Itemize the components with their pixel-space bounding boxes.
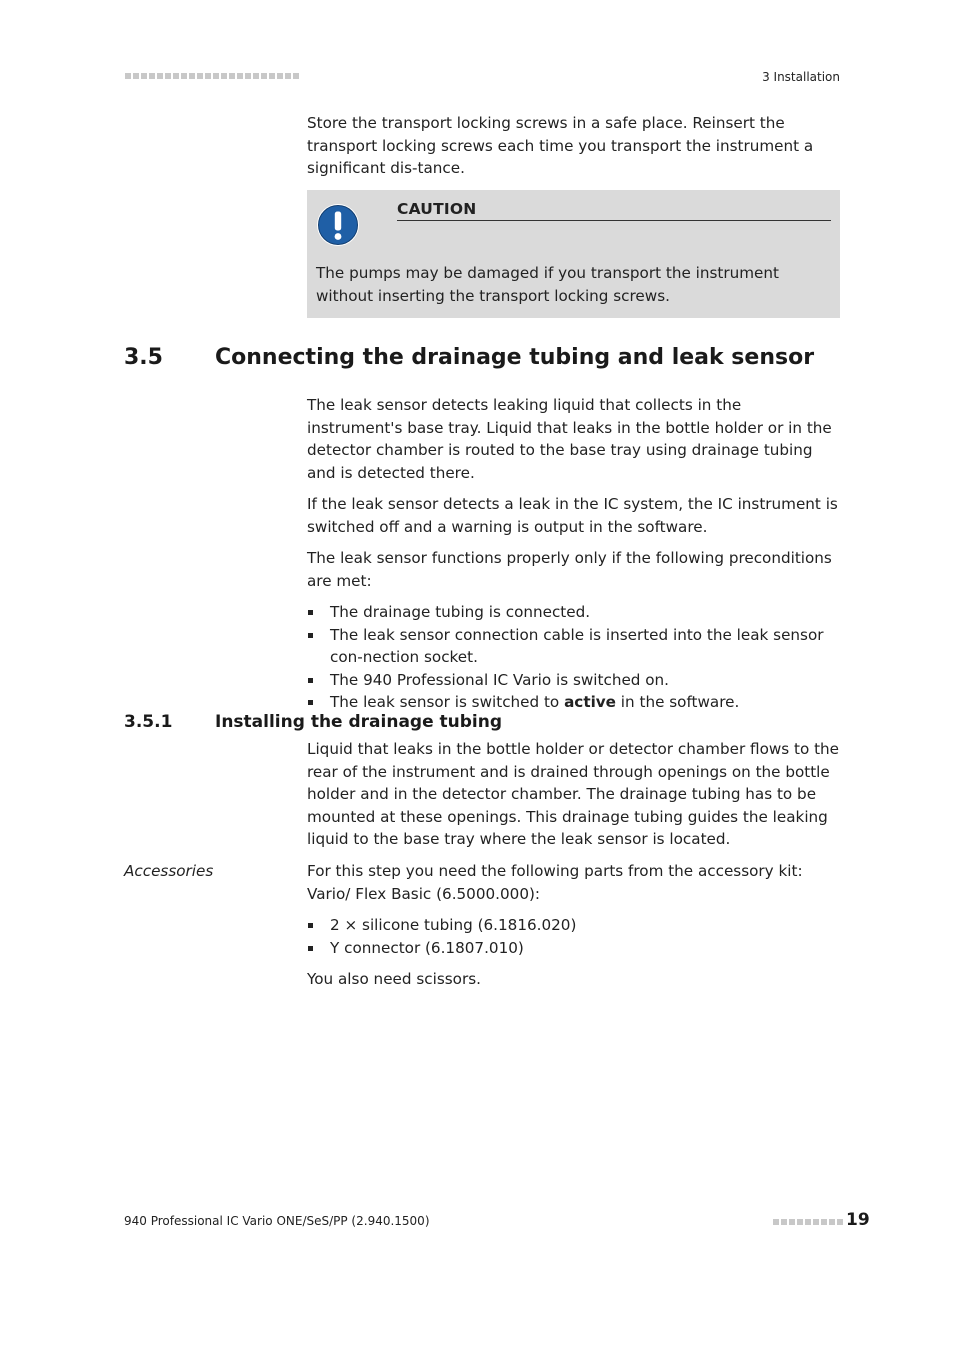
bullet-icon xyxy=(308,610,313,615)
section-number: 3.5 xyxy=(124,345,163,370)
list-item-text: The 940 Professional IC Vario is switched on. xyxy=(330,670,670,689)
list-item xyxy=(307,937,840,960)
bullet-icon xyxy=(308,678,313,683)
footer-decoration xyxy=(773,1219,843,1225)
emphasis-text: active xyxy=(564,693,616,711)
header-section-title: 3 Installation xyxy=(762,70,840,84)
list-item xyxy=(307,669,840,692)
list-item xyxy=(307,914,840,937)
list-item-text: The leak sensor is switched to xyxy=(330,693,565,711)
bullet-icon xyxy=(308,700,313,705)
list-item xyxy=(307,601,840,624)
list-item xyxy=(307,624,840,669)
exclamation-icon xyxy=(316,203,360,247)
accessories-label: Accessories xyxy=(124,862,214,880)
accessories-body xyxy=(307,860,840,991)
list-item-text: The leak sensor connection cable is inserted into the leak sensor con-nection socket. xyxy=(330,625,824,666)
caution-title: CAUTION xyxy=(397,200,831,221)
page-number: 19 xyxy=(846,1210,870,1230)
list-item-text: 2 × silicone tubing (6.1816.020) xyxy=(330,916,577,934)
bullet-icon xyxy=(308,923,313,928)
preconditions-list xyxy=(307,601,840,714)
intro-paragraph: Store the transport locking screws in a safe place. Reinsert the transport locking screws each time you transport the instrument a significant dis-tance. xyxy=(307,114,814,177)
list-item-text: The drainage tubing is connected. xyxy=(330,603,591,621)
subsection-number: 3.5.1 xyxy=(124,712,173,732)
caution-text: The pumps may be damaged if you transport the instrument without inserting the transport locking screws. xyxy=(316,264,779,305)
list-item-text: in the software. xyxy=(615,693,740,711)
paragraph: If the leak sensor detects a leak in the IC system, the IC instrument is switched off and a warning is output in the software. xyxy=(307,495,838,536)
list-item xyxy=(307,691,840,714)
bullet-icon xyxy=(308,946,313,951)
accessories-intro: For this step you need the following parts from the accessory kit: Vario/ Flex Basic (6.5000.000): xyxy=(307,862,803,903)
subsection-title: Installing the drainage tubing xyxy=(215,712,503,732)
paragraph: The leak sensor functions properly only if the following preconditions are met: xyxy=(307,549,832,590)
subsection-paragraph: Liquid that leaks in the bottle holder or detector chamber flows to the rear of the instrument and is drained through openings on the bottle holder and in the detector chamber. The drainage tubing has to be mounted at these openings. This drainage tubing guides the leaking liquid to the base tray where the leak sensor is located. xyxy=(307,740,840,848)
closing-paragraph: You also need scissors. xyxy=(307,970,481,988)
caution-box xyxy=(307,190,840,318)
paragraph: The leak sensor detects leaking liquid that collects in the instrument's base tray. Liquid that leaks in the bottle holder or in the detector chamber is routed to the base tray using drainage tubing and is detected there. xyxy=(307,396,832,482)
bullet-icon xyxy=(308,633,313,638)
parts-list xyxy=(307,914,840,959)
section-title: Connecting the drainage tubing and leak sensor xyxy=(215,345,815,370)
list-item-text: Y connector (6.1807.010) xyxy=(330,938,524,957)
section-body xyxy=(307,394,840,714)
footer-product: 940 Professional IC Vario ONE/SeS/PP (2.940.1500) xyxy=(124,1214,430,1228)
header-decoration xyxy=(125,73,299,79)
